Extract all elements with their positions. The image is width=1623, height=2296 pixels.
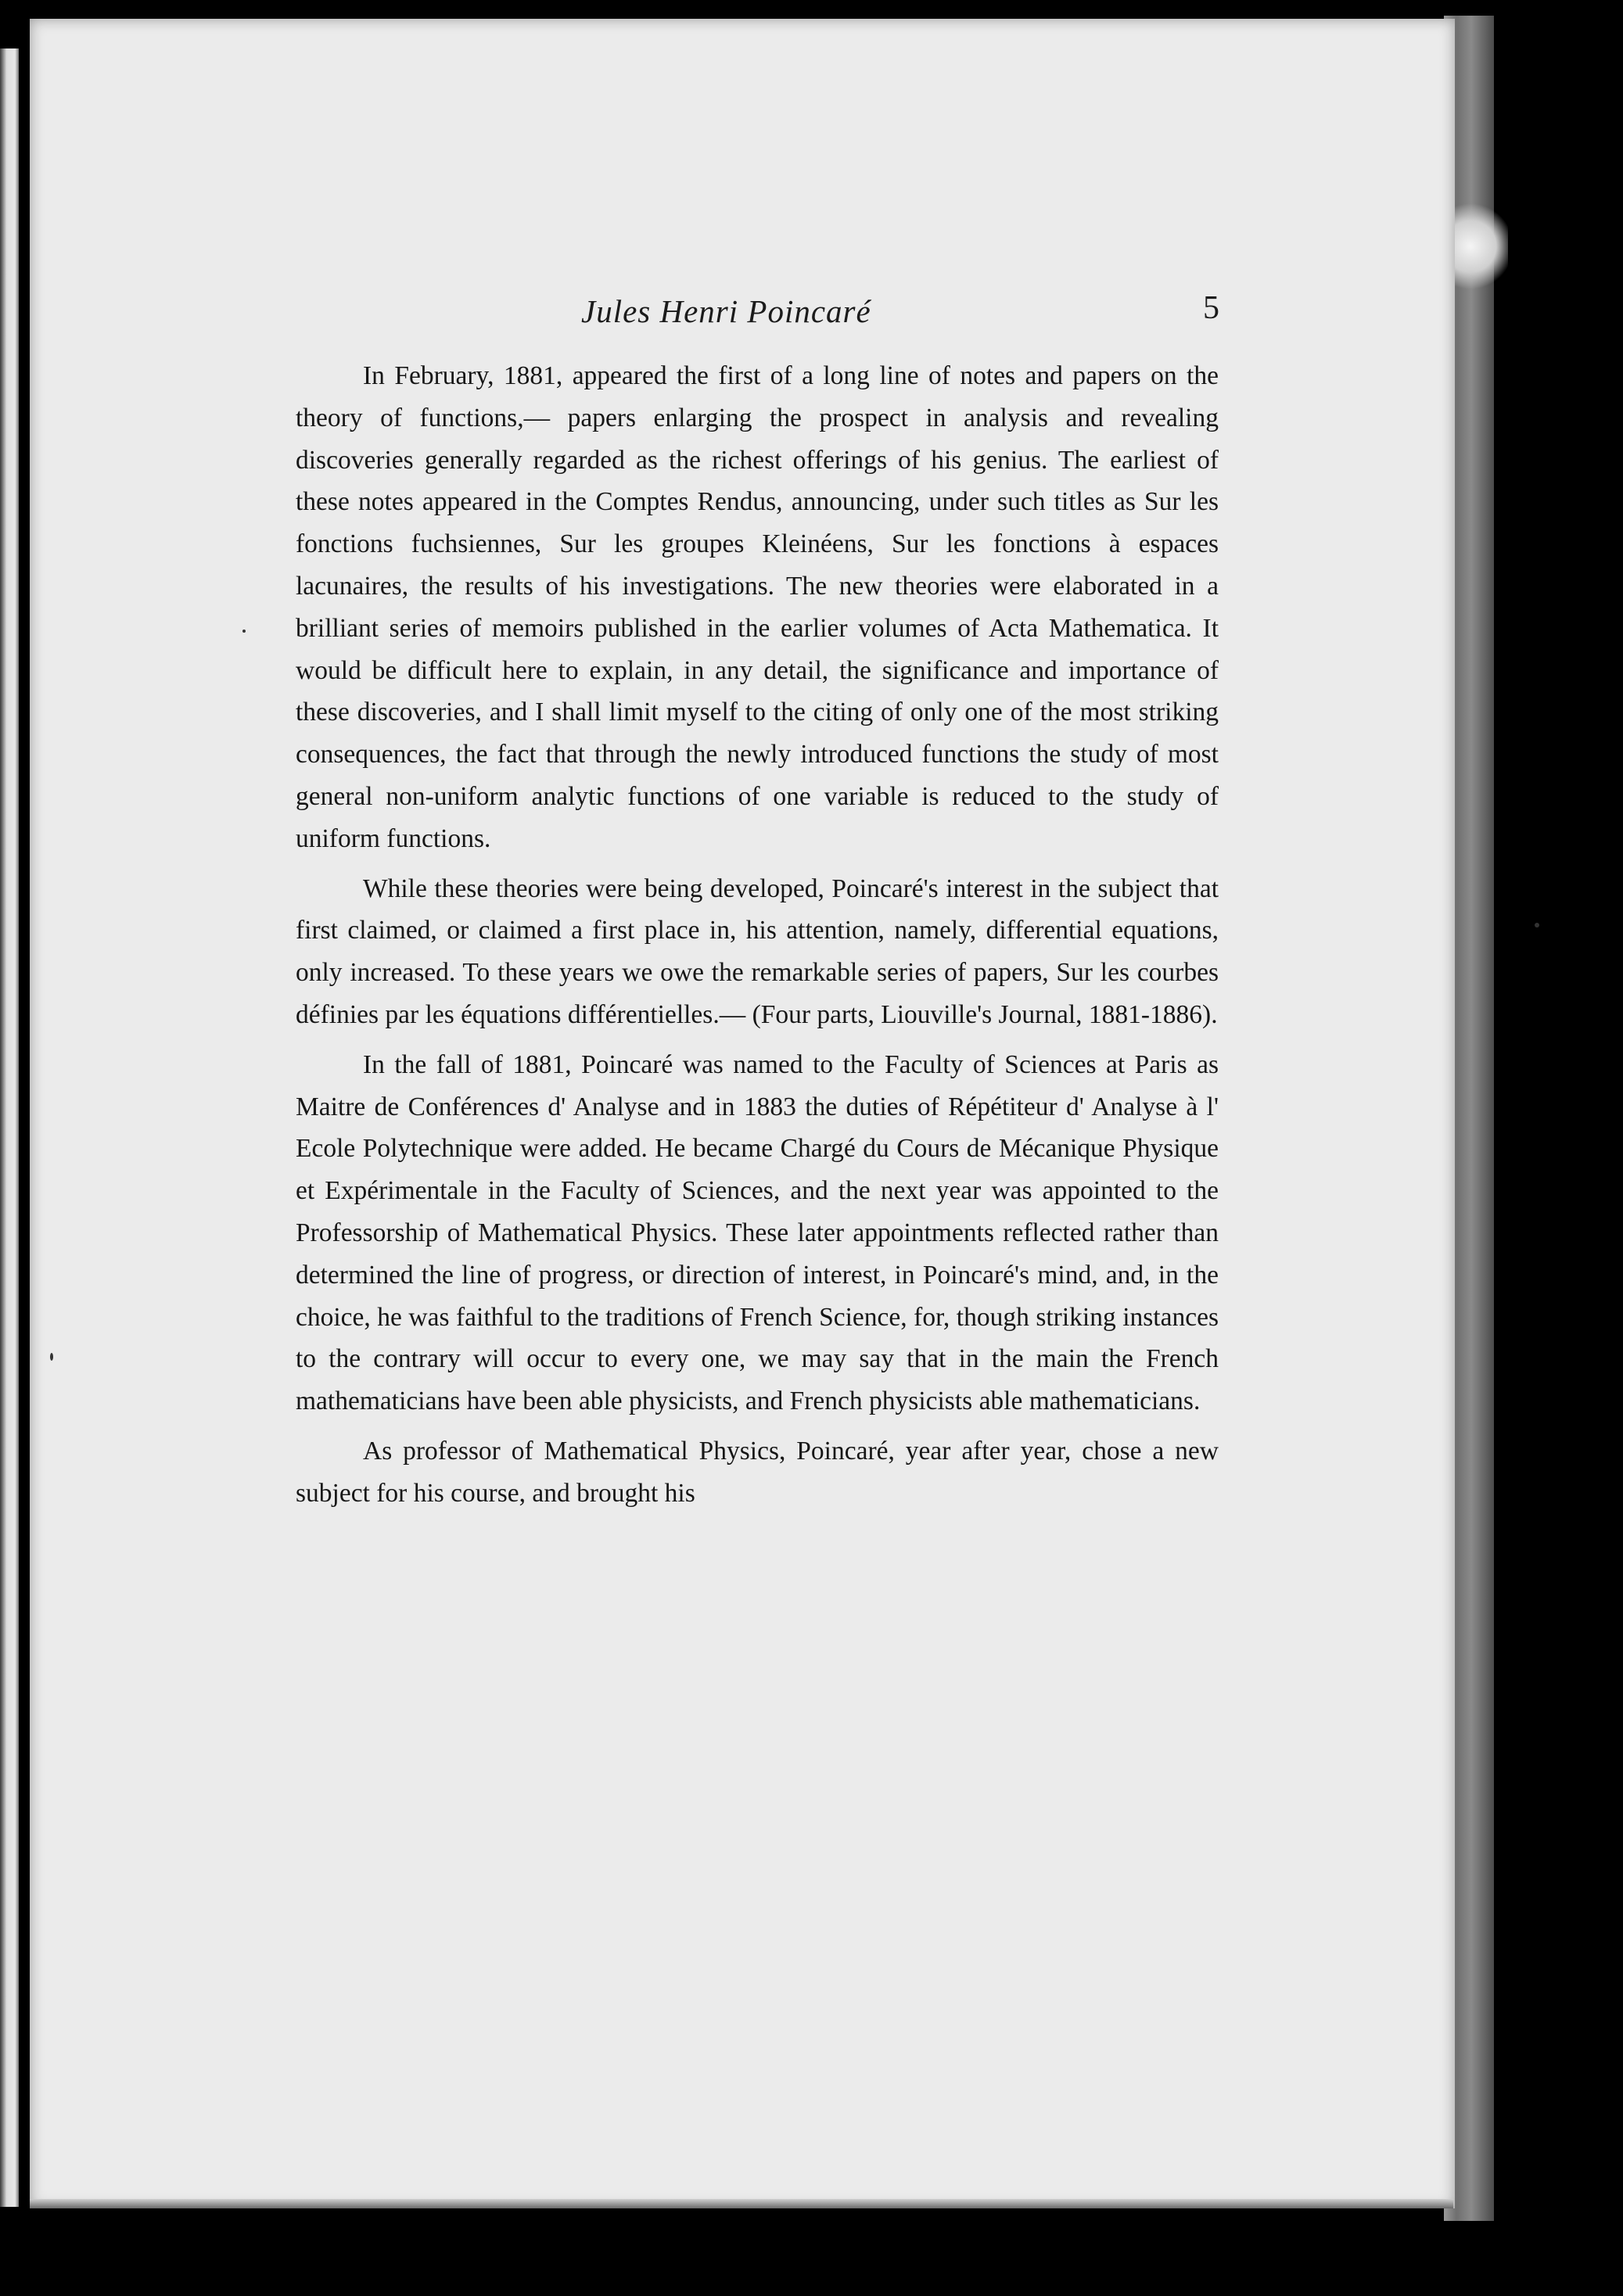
body-text: [296, 355, 1219, 1515]
scan-background: [1494, 0, 1623, 2296]
paragraph: In February, 1881, appeared the first of a long line of notes and papers on the theory of functions,— papers enlarging the prospect in analysis and revealing discoveries generally regarded as the richest offerings of his genius. The earliest of these notes appeared in the Comptes Rendus, announcing, under such titles as Sur les fonctions fuchsiennes, Sur les groupes Kleinéens, Sur les fonctions à espaces lacunaires, the results of his investigations. The new theories were elaborated in a brilliant series of memoirs published in the earlier volumes of Acta Mathematica. It would be difficult here to explain, in any detail, the significance and importance of these discoveries, and I shall limit myself to the citing of only one of the most striking consequences, the fact that through the newly introduced functions the study of most general non-uniform analytic functions of one variable is reduced to the study of uniform functions.: [296, 361, 1219, 853]
page-edge-bottom: [30, 2199, 1453, 2208]
page-header: [30, 292, 1455, 339]
paragraph: While these theories were being developed, Poincaré's interest in the subject that first claimed, or claimed a first place in, his attention, namely, differential equations, only increased. To these years we owe the remarkable series of papers, Sur les courbes définies par les équations différentielles.— (Four parts, Liouville's Journal, 1881-1886).: [296, 874, 1219, 1029]
scan-speck: [50, 1353, 53, 1361]
scan-speck: [1535, 923, 1539, 927]
facing-page-edge: [0, 48, 19, 2207]
book-page: [30, 19, 1455, 2208]
paper-damage-spot: [1445, 203, 1508, 289]
running-title: Jules Henri Poincaré: [581, 293, 871, 329]
paragraph: As professor of Mathematical Physics, Poincaré, year after year, chose a new subject for his course, and brought his: [296, 1436, 1219, 1508]
scan-speck: [242, 630, 246, 633]
page-number: 5: [1203, 290, 1219, 326]
paragraph: In the fall of 1881, Poincaré was named to the Faculty of Sciences at Paris as Maitre de Conférences d' Analyse and in 1883 the duties of Répétiteur d' Analyse à l' Ecole Polytechnique were added. He became Chargé du Cours de Mécanique Physique et Expérimentale in the Faculty of Sciences, and the next year was appointed to the Professorship of Mathematical Physics. These later appointments reflected rather than determined the line of progress, or direction of interest, in Poincaré's mind, and, in the choice, he was faithful to the traditions of French Science, for, though striking instances to the contrary will occur to every one, we may say that in the main the French mathematicians have been able physicists, and French physicists able mathematicians.: [296, 1049, 1219, 1416]
